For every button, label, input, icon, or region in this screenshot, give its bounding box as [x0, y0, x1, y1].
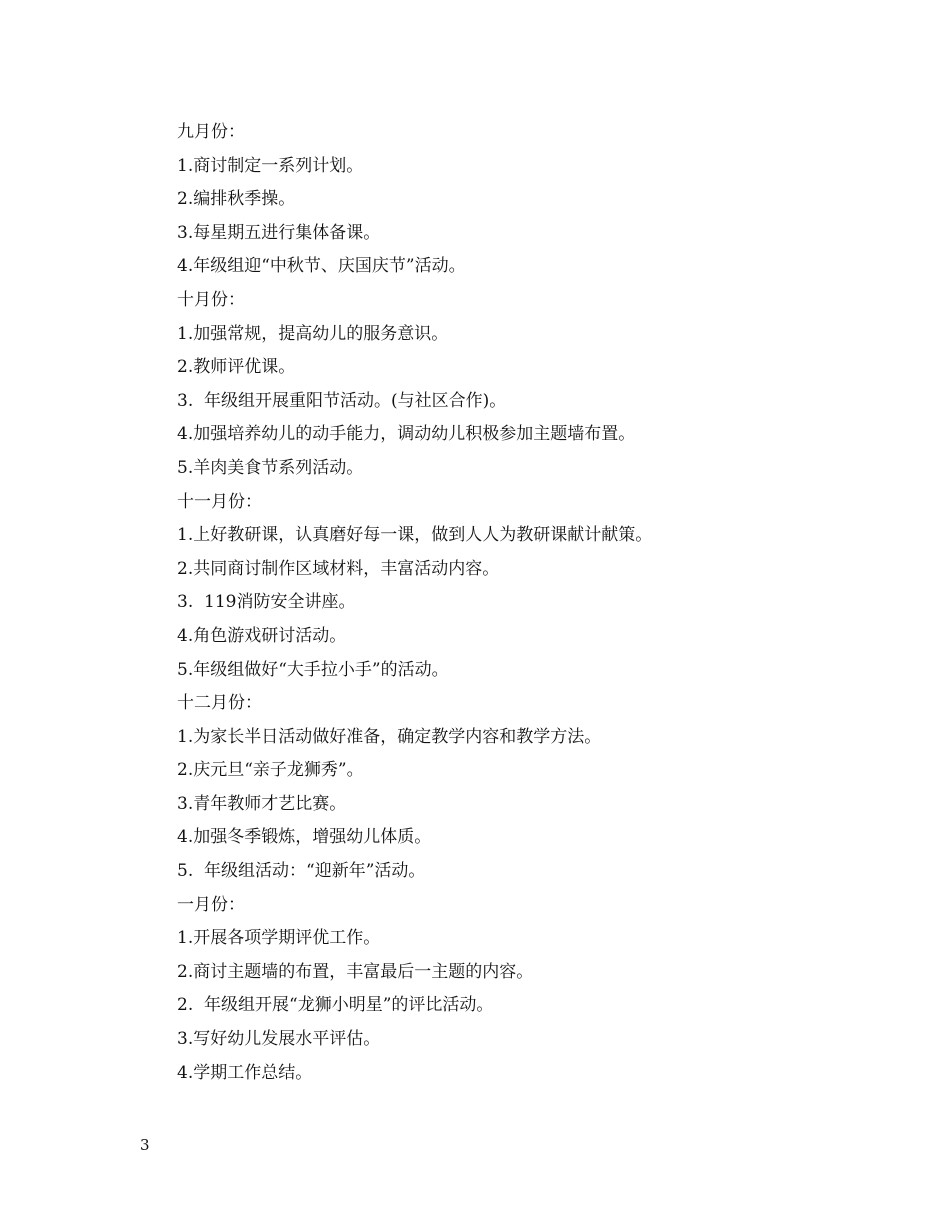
list-item: 3.写好幼儿发展水平评估。 — [177, 1029, 381, 1050]
document-body — [177, 116, 877, 1090]
list-item: 3. 年级组开展重阳节活动。(与社区合作)。 — [177, 390, 507, 411]
month-heading-september: 九月份： — [177, 122, 245, 142]
month-heading-november: 十一月份： — [177, 491, 262, 512]
list-item: 5. 年级组活动：“迎新年”活动。 — [177, 861, 426, 882]
list-item: 4.角色游戏研讨活动。 — [177, 625, 347, 646]
month-heading-october: 十月份： — [177, 289, 245, 310]
list-item: 3. 119消防安全讲座。 — [177, 592, 356, 613]
list-item: 2.编排秋季操。 — [177, 189, 296, 210]
list-item: 4.年级组迎“中秋节、庆国庆节”活动。 — [177, 256, 466, 277]
list-item: 5.羊肉美食节系列活动。 — [177, 457, 364, 478]
list-item: 3.青年教师才艺比赛。 — [177, 793, 347, 814]
list-item: 3.每星期五进行集体备课。 — [177, 222, 381, 243]
page-number: 3 — [140, 1136, 150, 1154]
list-item: 1.商讨制定一系列计划。 — [177, 155, 364, 176]
list-item: 2.共同商讨制作区域材料，丰富活动内容。 — [177, 558, 500, 579]
list-item: 2. 年级组开展“龙狮小明星”的评比活动。 — [177, 995, 494, 1016]
list-item: 5.年级组做好“大手拉小手”的活动。 — [177, 659, 449, 680]
list-item: 2.教师评优课。 — [177, 357, 296, 378]
month-heading-january: 一月份： — [177, 894, 245, 915]
list-item: 4.加强培养幼儿的动手能力，调动幼儿积极参加主题墙布置。 — [177, 424, 636, 445]
list-item: 4.加强冬季锻炼，增强幼儿体质。 — [177, 827, 432, 848]
list-item: 1.上好教研课，认真磨好每一课，做到人人为教研课献计献策。 — [177, 525, 653, 546]
list-item: 1.为家长半日活动做好准备，确定教学内容和教学方法。 — [177, 726, 602, 747]
list-item: 1.开展各项学期评优工作。 — [177, 928, 381, 949]
list-item: 1.加强常规，提高幼儿的服务意识。 — [177, 323, 449, 344]
list-item: 2.商讨主题墙的布置，丰富最后一主题的内容。 — [177, 961, 534, 982]
list-item: 4.学期工作总结。 — [177, 1062, 313, 1083]
month-heading-december: 十二月份： — [177, 693, 262, 714]
list-item: 2.庆元旦“亲子龙狮秀”。 — [177, 760, 364, 781]
